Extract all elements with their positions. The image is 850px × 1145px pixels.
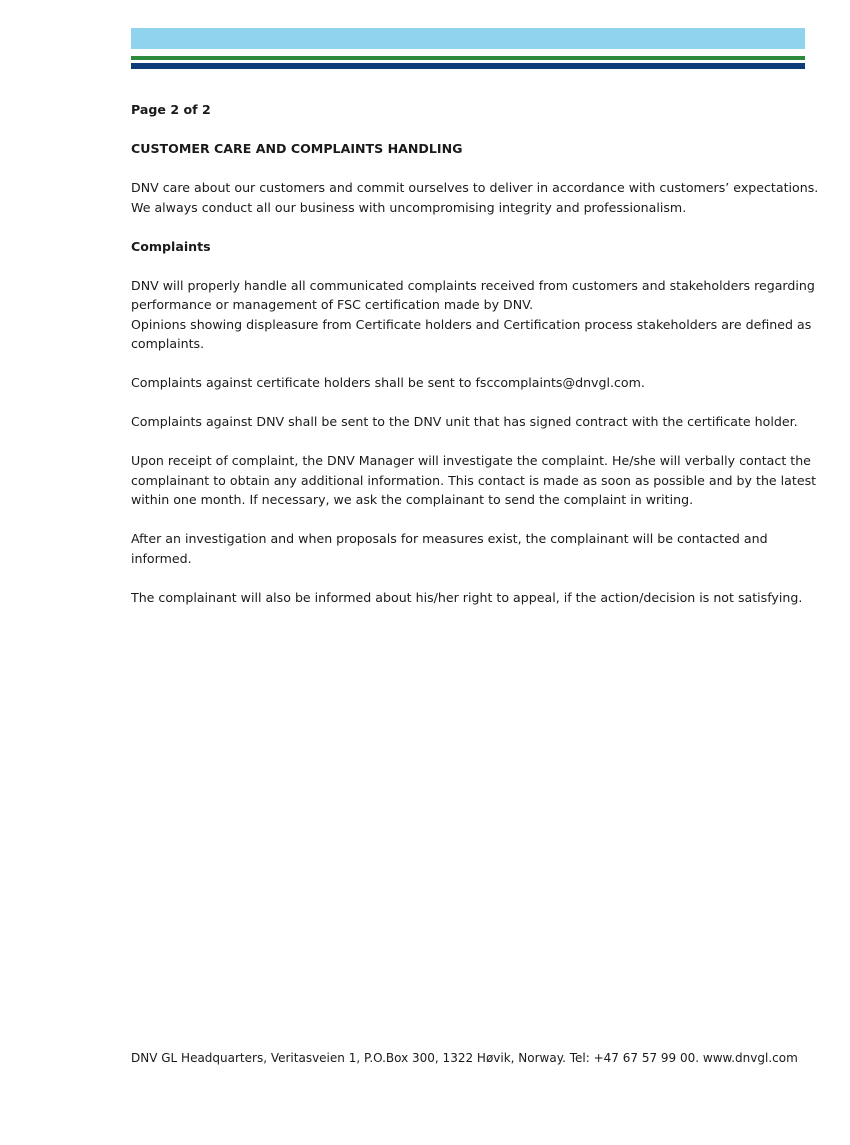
page-number: Page 2 of 2	[131, 102, 211, 117]
paragraph-certificate-holders: Complaints against certificate holders shall be sent to fsccomplaints@dnvgl.com.	[131, 375, 645, 390]
paragraph-receipt: Upon receipt of complaint, the DNV Manager will investigate the complaint. He/she will verbally contact the complainant to obtain any additional information. This contact is made as soon as possible and by the latest within one month. If necessary, we ask the complainant to send the complaint in writing.	[131, 453, 817, 507]
header-band-green	[131, 56, 805, 60]
footer-address: DNV GL Headquarters, Veritasveien 1, P.O.Box 300, 1322 Høvik, Norway. Tel: +47 67 57 99 00. www.dnvgl.com	[131, 1051, 798, 1065]
paragraph-appeal: The complainant will also be informed about his/her right to appeal, if the action/decision is not satisfying.	[131, 589, 803, 605]
paragraph-against-dnv: Complaints against DNV shall be sent to the DNV unit that has signed contract with the certificate holder.	[131, 414, 798, 429]
intro-paragraph: DNV care about our customers and commit ourselves to deliver in accordance with customers’ expectations. We always conduct all our business with uncompromising integrity and professionalism.	[131, 180, 819, 215]
complaints-heading: Complaints	[131, 238, 211, 254]
paragraph-investigation: After an investigation and when proposals for measures exist, the complainant will be contacted and informed.	[131, 531, 768, 566]
document-title: CUSTOMER CARE AND COMPLAINTS HANDLING	[131, 141, 463, 156]
header-band-navy	[131, 63, 805, 69]
document-body	[131, 100, 821, 627]
paragraph-definition: Opinions showing displeasure from Certificate holders and Certification process stakeholders are defined as complaints.	[131, 316, 812, 351]
paragraph-handling: DNV will properly handle all communicated complaints received from customers and stakeholders regarding performance or management of FSC certification made by DNV.	[131, 277, 815, 312]
header-band-light	[131, 28, 805, 49]
